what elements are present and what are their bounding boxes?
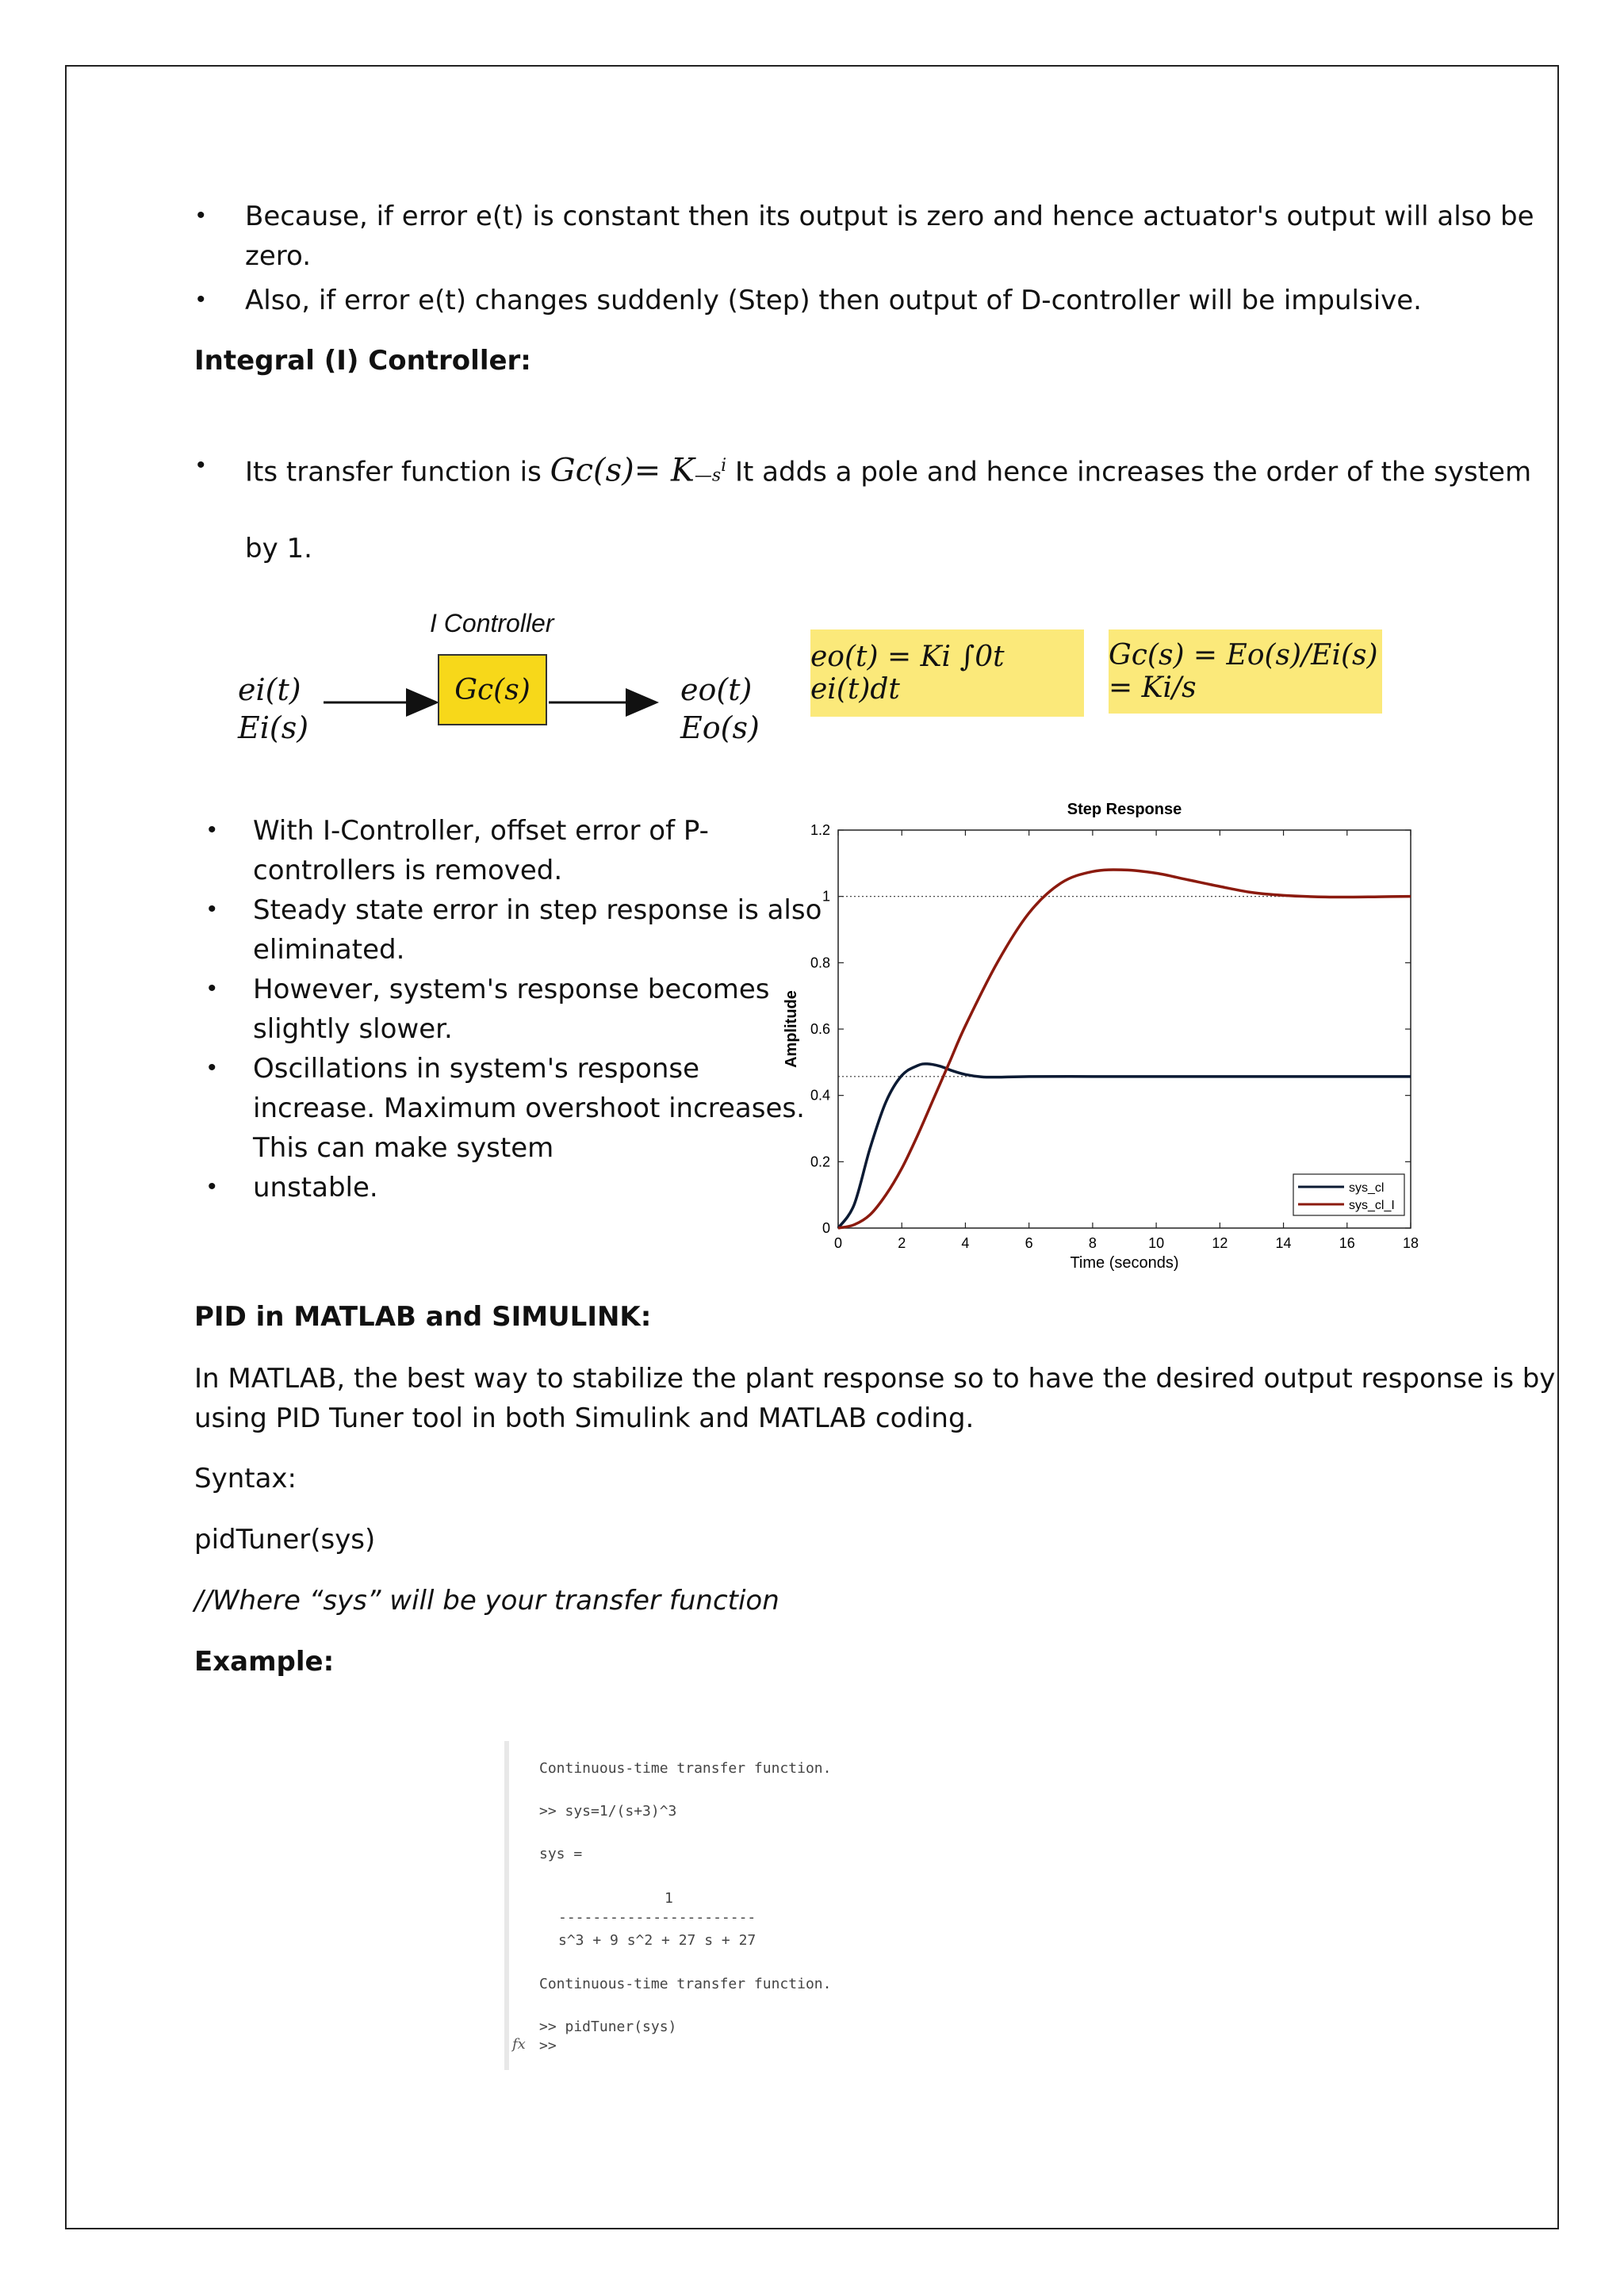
i-bullet-2a: Steady state error in step response is also bbox=[253, 894, 822, 926]
integral-heading: Integral (I) Controller: bbox=[194, 345, 531, 377]
syntax-comment: //Where “sys” will be your transfer function bbox=[194, 1585, 779, 1617]
i-bullet-1b: controllers is removed. bbox=[253, 855, 563, 886]
chart-title: Step Response bbox=[1067, 801, 1182, 818]
tf-line2: by 1. bbox=[245, 533, 312, 564]
plot-area bbox=[838, 830, 1411, 1228]
output-top-label: eo(t) bbox=[680, 672, 753, 707]
tf-suffix: It adds a pole and hence increases the order of the system bbox=[726, 456, 1532, 488]
legend-label-sys_cl: sys_cl bbox=[1349, 1181, 1385, 1195]
tf-formula-sub: —s bbox=[694, 465, 722, 486]
i-bullet-4b: increase. Maximum overshoot increases. bbox=[253, 1093, 805, 1124]
tf-formula: Gc(s)= K bbox=[550, 452, 695, 489]
output-bottom-label: Eo(s) bbox=[680, 710, 760, 745]
example-label: Example: bbox=[194, 1646, 335, 1678]
x-tick-label: 16 bbox=[1339, 1235, 1355, 1251]
y-axis-label: Amplitude bbox=[783, 990, 800, 1068]
bullet-dot: • bbox=[208, 975, 216, 1001]
bullet-dot: • bbox=[208, 1173, 216, 1200]
bullet-dot: • bbox=[208, 896, 216, 922]
integral-formula: eo(t) = Ki ∫0t ei(t)dt bbox=[810, 629, 1084, 717]
bullet-text-1a: Because, if error e(t) is constant then its output is zero and hence actuator's output will also be bbox=[245, 201, 1534, 232]
i-bullet-4a: Oscillations in system's response bbox=[253, 1053, 700, 1085]
i-bullet-1a: With I-Controller, offset error of P- bbox=[253, 815, 709, 847]
i-bullet-5: unstable. bbox=[253, 1172, 378, 1203]
i-bullet-2b: eliminated. bbox=[253, 934, 405, 966]
transfer-formula: Gc(s) = Eo(s)/Ei(s) = Ki/s bbox=[1109, 629, 1382, 714]
y-tick-label: 1 bbox=[822, 888, 830, 905]
x-axis-label: Time (seconds) bbox=[1070, 1254, 1179, 1272]
x-tick-label: 14 bbox=[1275, 1235, 1292, 1251]
bullet-dot: • bbox=[197, 452, 205, 478]
pid-para-2: using PID Tuner tool in both Simulink and MATLAB coding. bbox=[194, 1402, 975, 1434]
syntax-code: pidTuner(sys) bbox=[194, 1524, 376, 1556]
pid-para-1: In MATLAB, the best way to stabilize the plant response so to have the desired output response is by bbox=[194, 1363, 1556, 1395]
console-line: >> bbox=[539, 2038, 557, 2054]
tf-formula-i: i bbox=[721, 456, 727, 476]
x-tick-label: 8 bbox=[1088, 1235, 1097, 1251]
y-tick-label: 0 bbox=[822, 1220, 830, 1236]
x-tick-label: 0 bbox=[833, 1235, 843, 1251]
input-top-label: ei(t) bbox=[238, 672, 301, 707]
legend-label-sys_cl_I: sys_cl_I bbox=[1349, 1199, 1395, 1212]
console-line: >> pidTuner(sys) bbox=[539, 2019, 677, 2035]
console-line: Continuous-time transfer function. bbox=[539, 1976, 832, 1992]
i-bullet-3a: However, system's response becomes bbox=[253, 974, 770, 1005]
x-tick-label: 4 bbox=[961, 1235, 970, 1251]
step-response-chart bbox=[777, 789, 1427, 1288]
pid-heading: PID in MATLAB and SIMULINK: bbox=[194, 1301, 652, 1333]
block-title: I Controller bbox=[430, 609, 554, 637]
bullet-dot: • bbox=[197, 202, 205, 228]
console-line: >> sys=1/(s+3)^3 bbox=[539, 1803, 677, 1820]
x-tick-label: 18 bbox=[1402, 1235, 1419, 1251]
x-tick-label: 2 bbox=[898, 1235, 906, 1251]
bullet-text-1b: zero. bbox=[245, 240, 312, 272]
syntax-label: Syntax: bbox=[194, 1463, 297, 1494]
bullet-text-2: Also, if error e(t) changes suddenly (Step) then output of D-controller will be impulsive. bbox=[245, 285, 1422, 316]
x-tick-label: 10 bbox=[1148, 1235, 1165, 1251]
i-bullet-4c: This can make system bbox=[253, 1132, 554, 1164]
y-tick-label: 0.2 bbox=[810, 1154, 830, 1170]
x-tick-label: 12 bbox=[1212, 1235, 1228, 1251]
bullet-dot: • bbox=[208, 1054, 216, 1081]
y-tick-label: 0.8 bbox=[810, 955, 830, 971]
bullet-dot: • bbox=[197, 286, 205, 312]
controller-block: Gc(s) bbox=[438, 654, 547, 725]
console-line: ----------------------- bbox=[558, 1909, 756, 1926]
console-line: 1 bbox=[665, 1890, 673, 1907]
y-tick-label: 1.2 bbox=[810, 822, 830, 838]
input-bottom-label: Ei(s) bbox=[238, 710, 309, 745]
console-line: Continuous-time transfer function. bbox=[539, 1760, 832, 1777]
console-line: sys = bbox=[539, 1846, 583, 1862]
console-line: s^3 + 9 s^2 + 27 s + 27 bbox=[558, 1932, 756, 1949]
x-tick-label: 6 bbox=[1025, 1235, 1033, 1251]
y-tick-label: 0.4 bbox=[810, 1087, 830, 1104]
bullet-dot: • bbox=[208, 817, 216, 843]
tf-prefix: Its transfer function is bbox=[245, 456, 550, 488]
matlab-console bbox=[504, 1741, 882, 2070]
i-bullet-3b: slightly slower. bbox=[253, 1013, 453, 1045]
y-tick-label: 0.6 bbox=[810, 1021, 830, 1037]
tf-bullet bbox=[245, 446, 1531, 496]
fx-icon: fx bbox=[512, 2036, 526, 2053]
